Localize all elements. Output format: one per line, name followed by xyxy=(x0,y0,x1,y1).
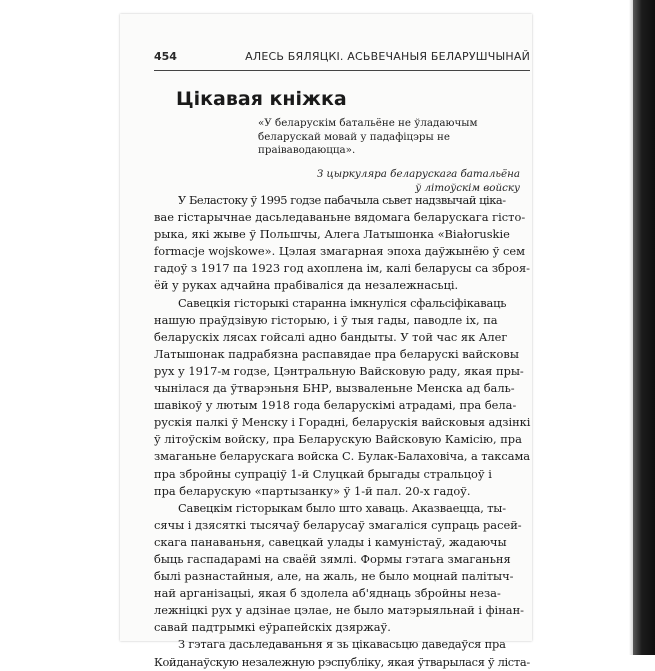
text-line: чынілася да ўтварэньня БНР, вызваленьне Менска ад баль- xyxy=(154,381,515,396)
paragraph-3 xyxy=(154,500,530,637)
text-line: Койданаўскую незалежную рэспубліку, якая ўтварылася ў ліста- xyxy=(154,654,530,669)
epigraph-source-line: З цыркуляра беларускага батальёна xyxy=(316,168,520,180)
page-number: 454 xyxy=(154,50,177,63)
text-line: былі разнастайныя, але, на жаль, не было моцнай палітыч- xyxy=(154,569,514,584)
text-line: рыка, які жыве ў Польшчы, Алега Латышонка «Białoruskie xyxy=(154,227,510,242)
text-line: Савецкія гісторыкі старанна імкнуліся сфальсіфікаваць xyxy=(178,295,507,310)
text-line: пра збройны супраціў 1-й Слуцкай брыгады стральцоў і xyxy=(154,466,492,481)
text-line: беларускіх лясах гойсалі адно бандыты. У той час як Алег xyxy=(154,329,508,344)
text-line: ў літоўскім войску, пра Беларускую Вайсковую Камісію, пра xyxy=(154,432,522,447)
text-line: рускія палкі ў Менску і Горадні, беларускія вайсковыя адзінкі xyxy=(154,415,531,430)
paragraph-1 xyxy=(154,192,530,295)
text-line: сячы і дзясяткі тысячаў беларусаў змагаліся супраць расей- xyxy=(154,517,522,532)
text-line: Савецкім гісторыкам было што хаваць. Аказваецца, ты- xyxy=(178,500,506,515)
text-line: савай падтрымкі еўрапейскіх дзяржаў. xyxy=(154,620,391,635)
text-line: лежніцкі рух у адзінае цэлае, не было матэрыяльнай і фінан- xyxy=(154,603,525,618)
text-line: гадоў з 1917 па 1923 год ахоплена ім, калі беларусы са зброя- xyxy=(154,261,530,276)
running-head xyxy=(154,50,530,66)
text-line: formacje wojskowe». Цэлая змагарная эпоха даўжынёю ў сем xyxy=(154,244,525,259)
text-line: быць гаспадарамі на сваёй зямлі. Формы гэтага змаганьня xyxy=(154,551,511,566)
section-title: Цікавая кніжка xyxy=(176,88,347,110)
epigraph-source-line: ў літоўскім войску xyxy=(415,181,520,194)
header-rule xyxy=(154,70,530,71)
text-line: шавікоў у лютым 1918 года беларускімі атрадамі, пра бела- xyxy=(154,398,517,413)
text-line: нашую праўдзівую гісторыю, і ў тыя гады, паводле іх, па xyxy=(154,312,498,327)
text-line: ёй у руках адчайна прабіваліся да незалежнасьці. xyxy=(154,278,459,293)
text-line: най арганізацыі, якая б здолела аб'яднаць збройны неза- xyxy=(154,586,501,601)
text-line: скага панаваньня, савецкай улады і камуністаў, жадаючы xyxy=(154,534,507,549)
epigraph-line: праіваводаюцца». xyxy=(258,144,356,157)
epigraph xyxy=(258,117,508,158)
paragraph-4 xyxy=(154,636,530,670)
epigraph-line: «У беларускім батальёне не ўладаючым xyxy=(258,117,478,129)
book-binding xyxy=(633,0,655,655)
text-line: вае гістарычнае дасьледаваньне вядомага беларускага гісто- xyxy=(154,210,526,225)
running-title: АЛЕСЬ БЯЛЯЦКІ. АСЬВЕЧАНЫЯ БЕЛАРУШЧЫНАЙ xyxy=(245,50,530,63)
text-line: пра беларускую «партызанку» ў 1-й пал. 20-х гадоў. xyxy=(154,483,471,498)
epigraph-line: беларускай мовай у падафіцэры не xyxy=(258,130,450,143)
body-text xyxy=(154,192,530,671)
paragraph-2 xyxy=(154,295,530,500)
text-line: З гэтага дасьледаваньня я зь цікавасьцю даведаўся пра xyxy=(178,637,506,652)
text-line: змаганьне беларускага войска С. Булак-Балаховіча, а таксама xyxy=(154,449,530,464)
text-line: рух у 1917-м годзе, Цэнтральную Вайсковую раду, якая пры- xyxy=(154,363,524,378)
text-line: У Беластоку ў 1995 годзе пабачыла сьвет надзвычай цікa- xyxy=(178,193,506,207)
text-line: Латышонак падрабязна распавядае пра беларускі вайсковы xyxy=(154,346,519,361)
